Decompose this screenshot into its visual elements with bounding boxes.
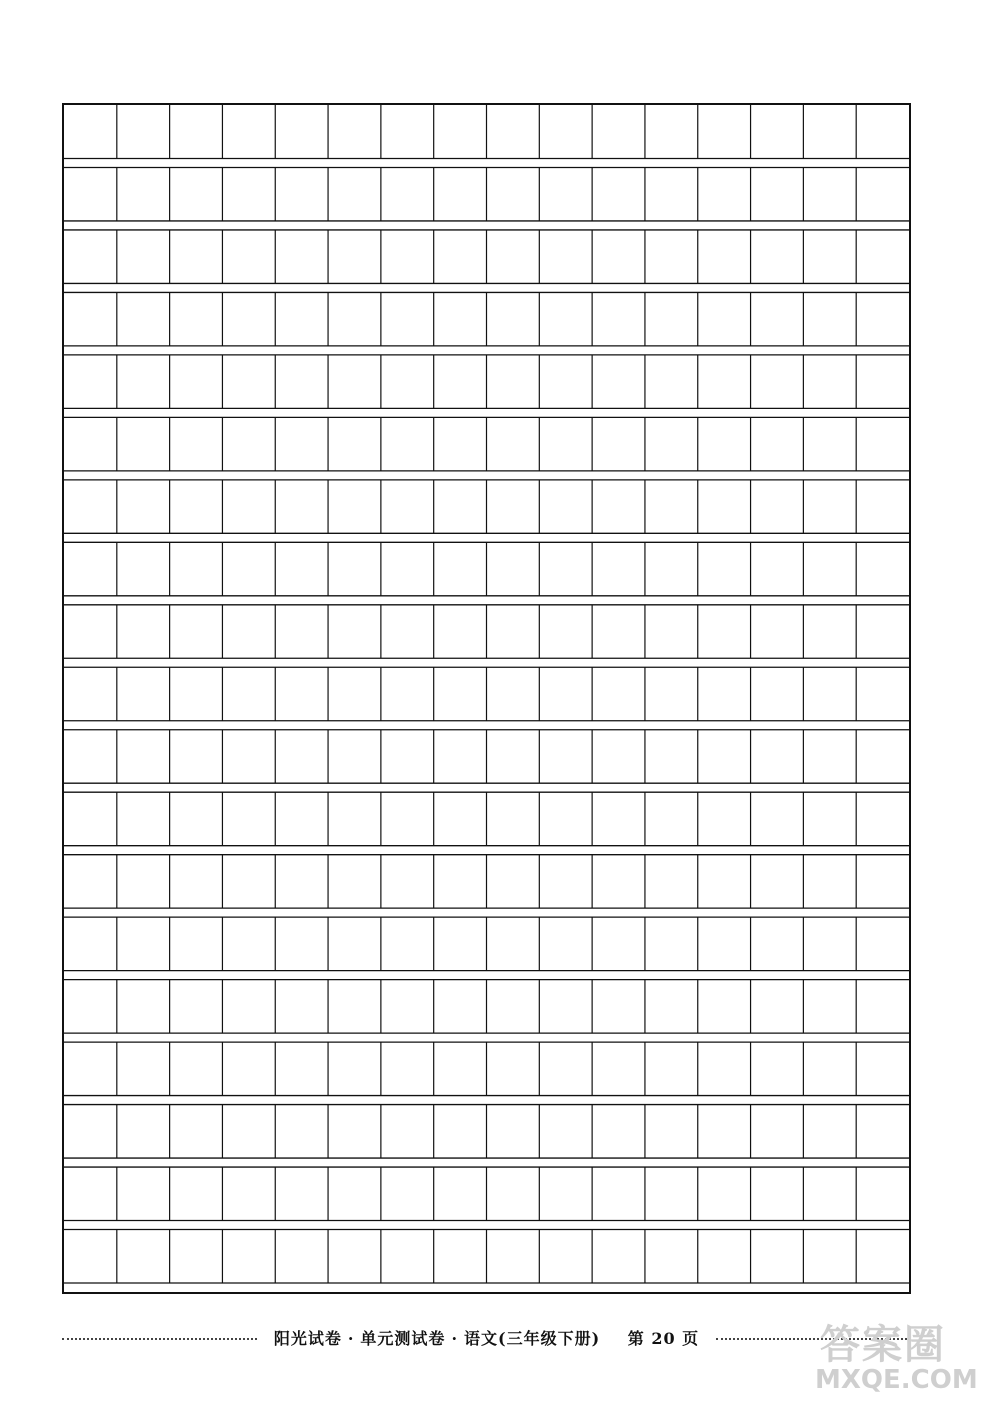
writing-grid xyxy=(62,103,911,1294)
page-number: 第 20 页 xyxy=(627,1328,700,1348)
footer-subject: 语文(三年级下册) xyxy=(464,1328,601,1348)
footer-series: 阳光试卷 xyxy=(273,1328,342,1348)
footer-subtitle: 单元测试卷 xyxy=(360,1328,446,1348)
footer-text xyxy=(257,1326,716,1349)
footer-dotted-rule-left xyxy=(62,1338,257,1340)
page-footer xyxy=(62,1325,911,1349)
footer-separator: · xyxy=(347,1328,355,1348)
writing-grid-lines xyxy=(64,105,913,1296)
watermark-url: MXQE.COM xyxy=(815,1365,978,1395)
watermark xyxy=(815,1305,990,1405)
watermark-logo: 答案圈 xyxy=(820,1322,946,1368)
footer-separator: · xyxy=(451,1328,459,1348)
